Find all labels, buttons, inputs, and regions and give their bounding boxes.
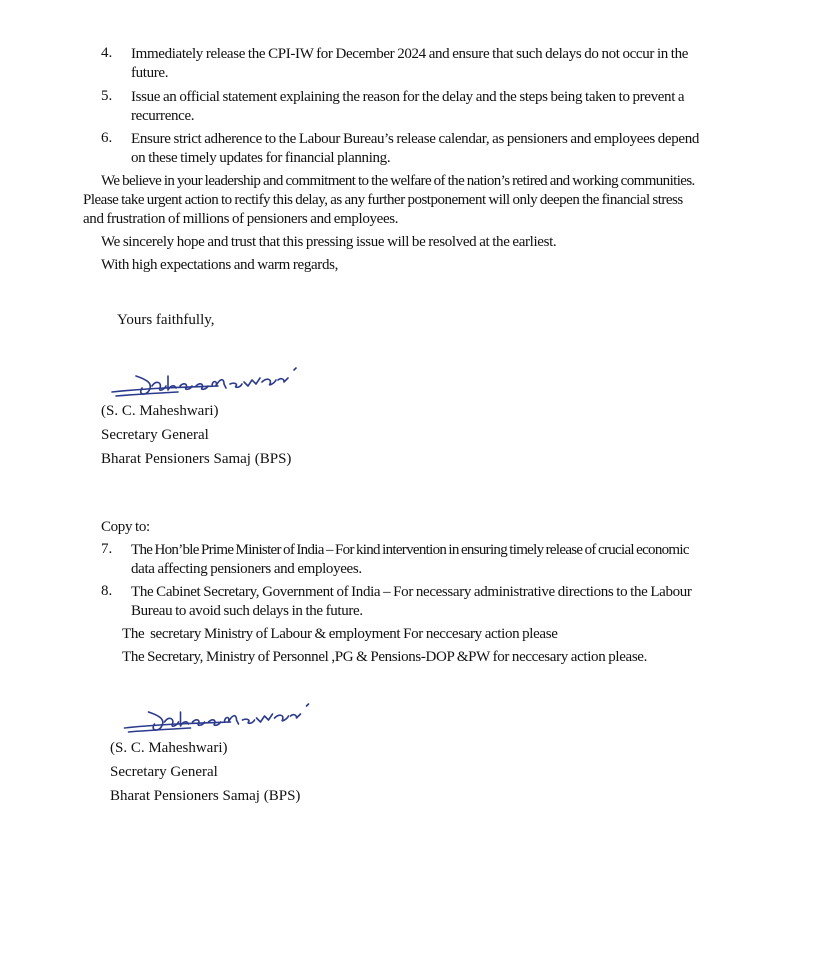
item-text-line: Immediately release the CPI-IW for December 2024 and ensure that such delays do not occur in the (131, 46, 689, 62)
item-text-line: Bureau to avoid such delays in the future. (131, 603, 363, 619)
item-text-line: Issue an official statement explaining the reason for the delay and the steps being taken to prevent a (131, 89, 685, 105)
item-number: 7. (101, 541, 113, 557)
paragraph-line: and frustration of millions of pensioners and employees. (83, 211, 399, 227)
paragraph-line: We believe in your leadership and commitment to the welfare of the nation’s retired and working communities. (101, 173, 695, 189)
copy-to-heading: Copy to: (101, 519, 150, 535)
item-text-line: data affecting pensioners and employees. (131, 561, 362, 577)
regards-line: With high expectations and warm regards, (101, 257, 338, 273)
item-text-line: The Cabinet Secretary, Government of India – For necessary administrative directions to the Labour (131, 584, 692, 600)
signatory-title: Secretary General (110, 764, 218, 780)
signatory-organization: Bharat Pensioners Samaj (BPS) (110, 788, 301, 804)
item-number: 4. (101, 45, 113, 61)
signatory-name: (S. C. Maheshwari) (110, 740, 228, 756)
item-text-line: Ensure strict adherence to the Labour Bureau’s release calendar, as pensioners and employees depend (131, 131, 699, 147)
item-number: 8. (101, 583, 113, 599)
paragraph-line: Please take urgent action to rectify this delay, as any further postponement will only deepen the financial stress (83, 192, 683, 208)
signatory-title: Secretary General (101, 427, 209, 443)
copy-to-extra: The Secretary, Ministry of Personnel ,PG & Pensions-DOP &PW for neccesary action please. (122, 649, 648, 665)
item-number: 6. (101, 130, 113, 146)
signatory-name: (S. C. Maheshwari) (101, 403, 219, 419)
item-text-line: on these timely updates for financial planning. (131, 150, 391, 166)
item-text-line: future. (131, 65, 169, 81)
item-number: 5. (101, 88, 113, 104)
signatory-organization: Bharat Pensioners Samaj (BPS) (101, 451, 292, 467)
item-text-line: recurrence. (131, 108, 195, 124)
signature-image (108, 362, 313, 402)
sign-off: Yours faithfully, (117, 312, 215, 328)
hope-paragraph: We sincerely hope and trust that this pressing issue will be resolved at the earliest. (101, 234, 557, 250)
signature-image (118, 698, 328, 738)
item-text-line: The Hon’ble Prime Minister of India – For kind intervention in ensuring timely release of crucial economic (131, 542, 689, 558)
copy-to-extra: The secretary Ministry of Labour & employment For neccesary action please (122, 626, 558, 642)
